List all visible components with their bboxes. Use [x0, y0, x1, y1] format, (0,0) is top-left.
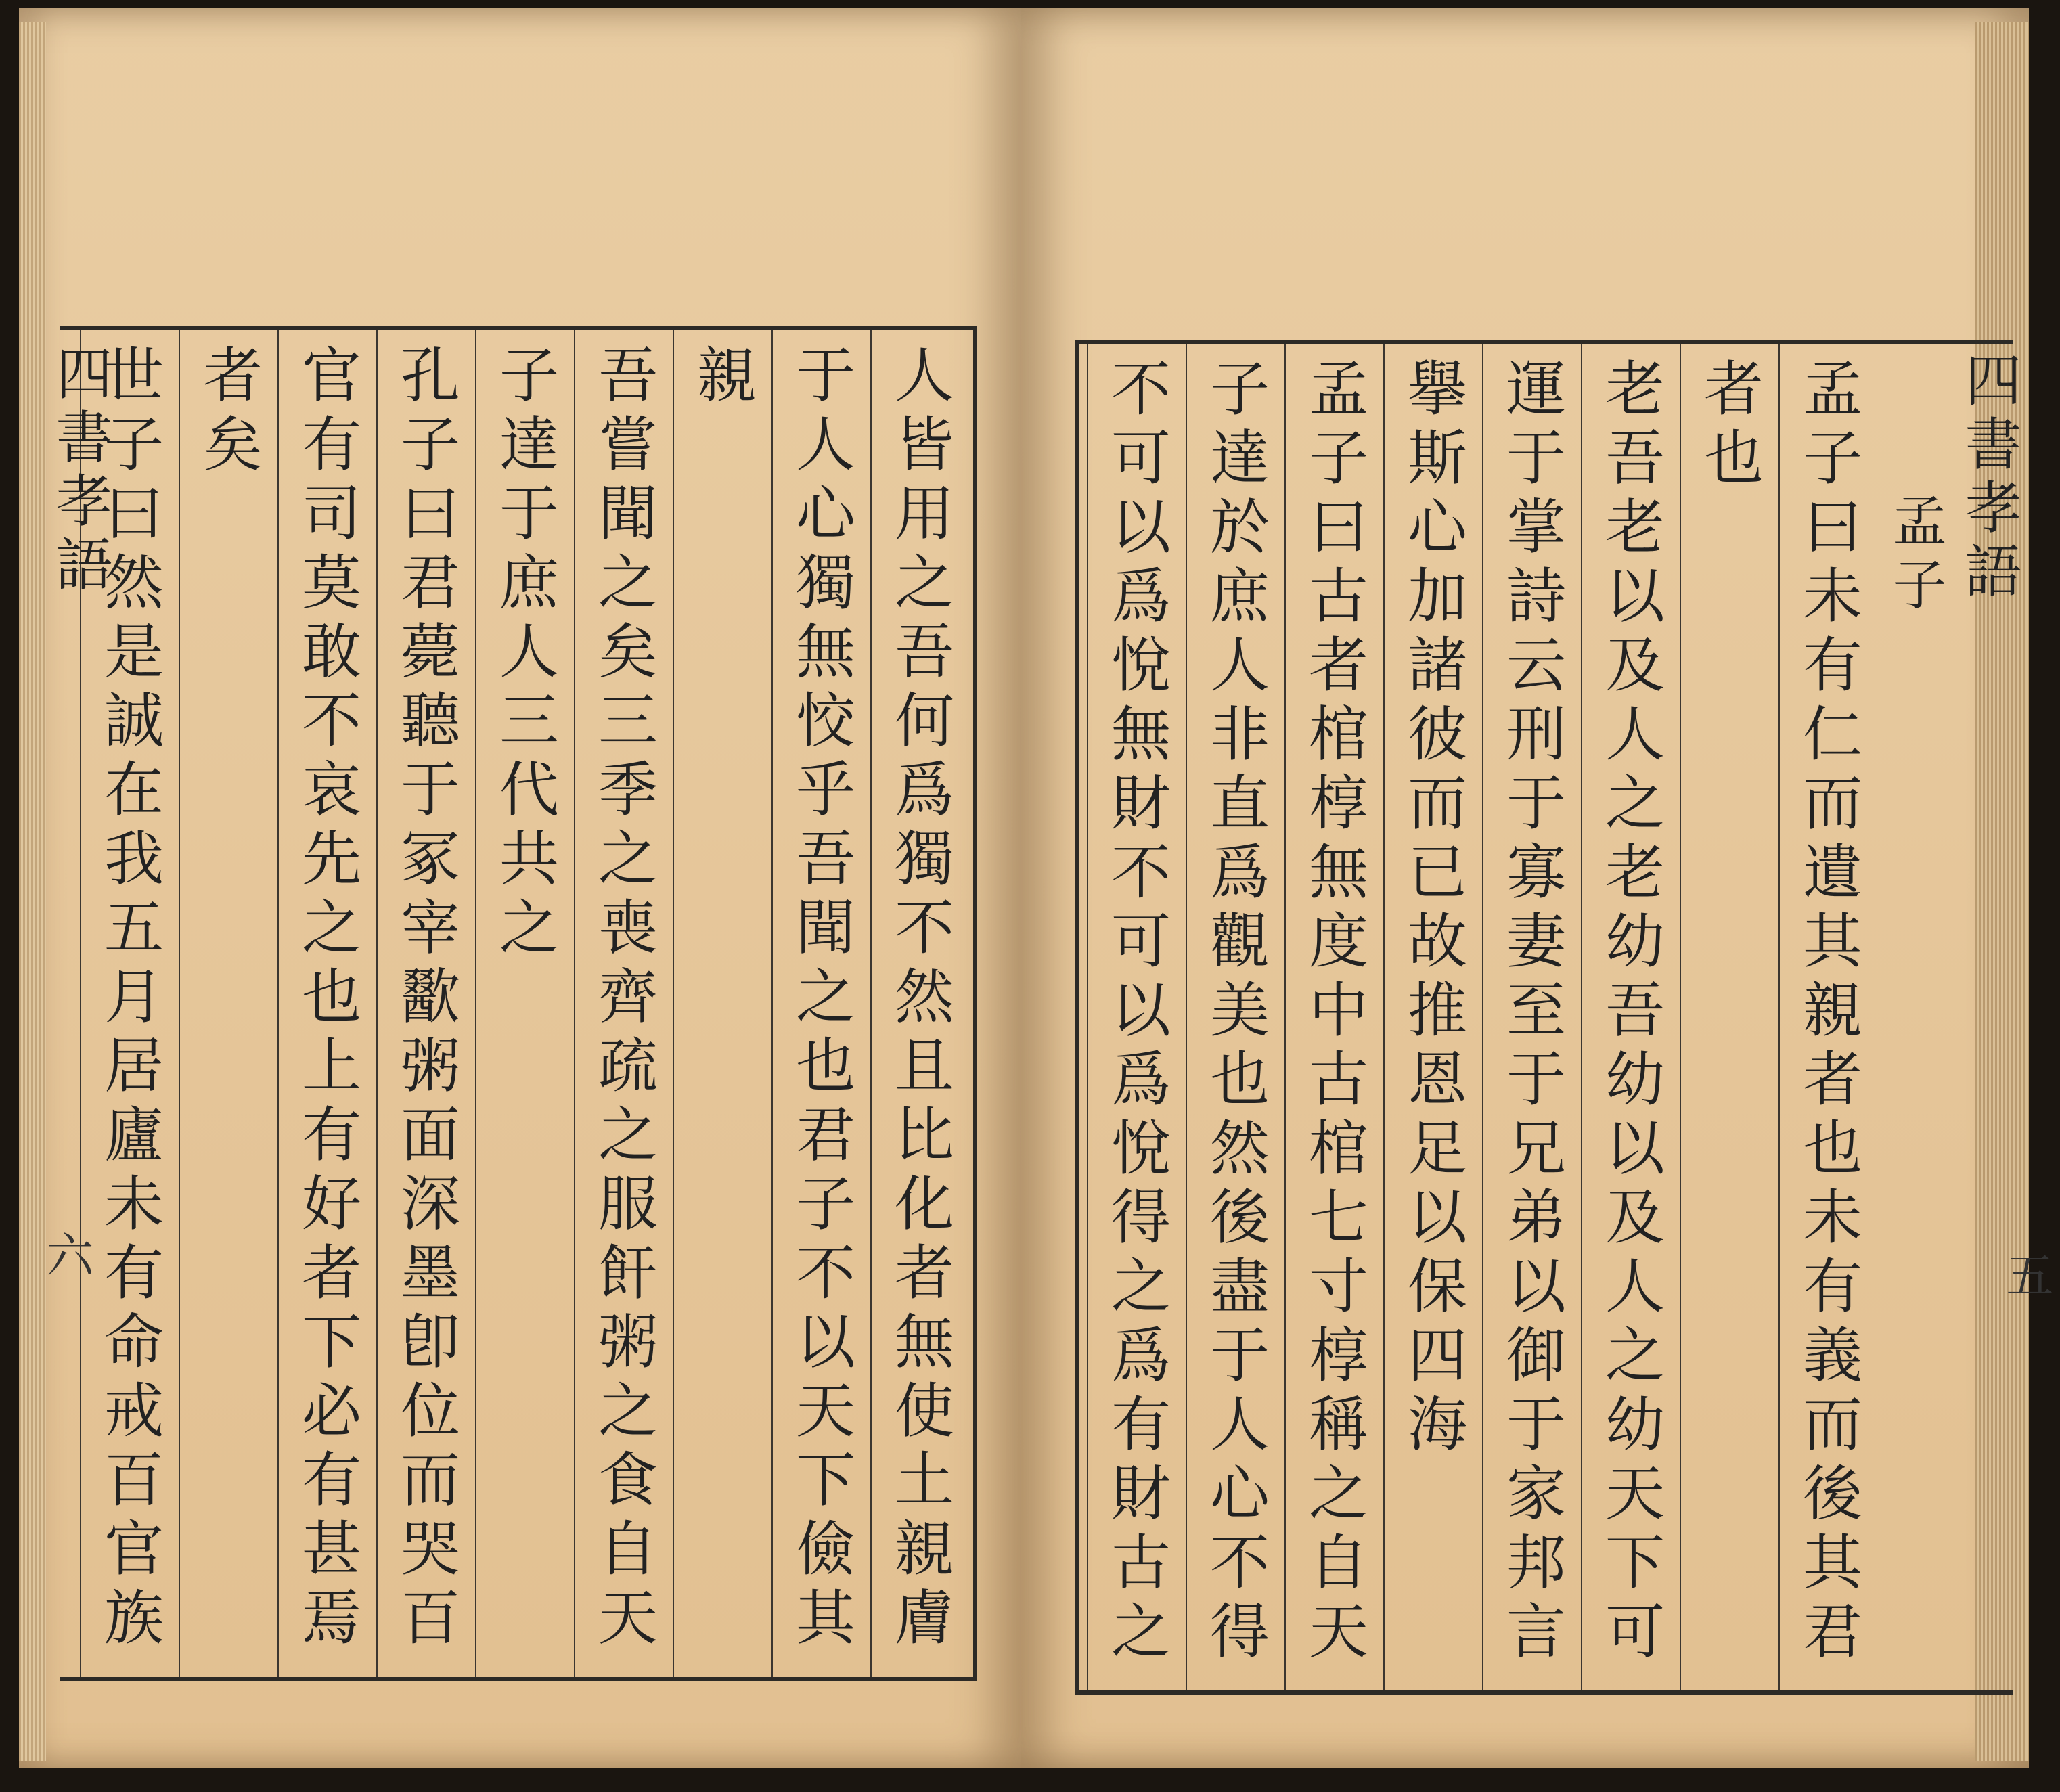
right-column-rule — [1680, 344, 1681, 1690]
left-column-text: 人皆用之吾何爲獨不然且比化者無使土親膚 — [885, 344, 955, 1655]
left-title-text: 四書孝語 — [47, 344, 113, 598]
left-column-rule — [179, 330, 180, 1677]
right-heading-column — [1877, 344, 1952, 1690]
right-folio: 五 — [1998, 1251, 2054, 1298]
left-column-rule — [475, 330, 476, 1677]
left-column-rule — [277, 330, 279, 1677]
left-column-text: 子達于庶人三代共之 — [490, 344, 560, 965]
left-column — [771, 330, 870, 1677]
right-column-text: 不可以爲悅無財不可以爲悅得之爲有財古之 — [1102, 357, 1171, 1669]
right-column-text: 子達於庶人非直爲觀美也然後盡于人心不得 — [1201, 357, 1270, 1669]
right-column-rule — [1186, 344, 1187, 1690]
left-column-rule — [870, 330, 872, 1677]
left-column-text: 者矣 — [194, 344, 263, 482]
left-folio: 六 — [39, 1230, 94, 1278]
right-column — [1087, 344, 1186, 1690]
right-column-text: 孟子曰未有仁而遺其親者也未有義而後其君 — [1793, 357, 1863, 1669]
right-column — [1581, 344, 1680, 1690]
right-column-rule — [1778, 344, 1780, 1690]
right-column-text: 孟子曰古者棺椁無度中古棺七寸椁稱之自天 — [1299, 357, 1369, 1669]
left-column-rule — [376, 330, 378, 1677]
left-page-frame — [39, 326, 977, 1681]
right-column-rule — [1482, 344, 1483, 1690]
right-column-rule — [1284, 344, 1286, 1690]
left-page-edge — [19, 22, 46, 1761]
left-column — [179, 330, 277, 1677]
open-book — [19, 8, 2054, 1781]
left-column-text: 于人心獨無恔乎吾聞之也君子不以天下儉其 — [786, 344, 856, 1655]
left-column-text: 親 — [688, 344, 757, 413]
left-column — [475, 330, 574, 1677]
right-column — [1186, 344, 1284, 1690]
left-column — [870, 330, 969, 1677]
right-column-rule — [1383, 344, 1385, 1690]
left-column-rule — [574, 330, 575, 1677]
left-column — [574, 330, 673, 1677]
right-column — [1680, 344, 1778, 1690]
left-page — [19, 8, 1021, 1768]
left-column-text: 吾嘗聞之矣三季之喪齊疏之服飦粥之食自天 — [589, 344, 658, 1655]
right-column — [1482, 344, 1581, 1690]
left-column-text: 官有司莫敢不哀先之也上有好者下必有甚焉 — [292, 344, 362, 1655]
left-column-rule — [673, 330, 674, 1677]
left-column — [277, 330, 376, 1677]
right-column-text: 運于掌詩云刑于寡妻至于兄弟以御于家邦言 — [1497, 357, 1567, 1669]
left-column-text: 世子曰然是誠在我五月居廬未有命戒百官族 — [95, 344, 164, 1655]
section-heading: 孟子 — [1883, 493, 1946, 620]
right-column-text: 擧斯心加諸彼而已故推恩足以保四海 — [1398, 357, 1468, 1462]
right-column-rule — [1581, 344, 1582, 1690]
right-page-frame — [1075, 340, 2054, 1695]
right-column — [1383, 344, 1482, 1690]
left-column-text: 孔子曰君薨聽于冢宰歠粥面深墨卽位而哭百 — [391, 344, 461, 1655]
right-column — [1778, 344, 1877, 1690]
right-column — [1284, 344, 1383, 1690]
left-column-rule — [771, 330, 773, 1677]
left-column — [673, 330, 771, 1677]
right-title-column — [1952, 344, 2026, 1690]
right-title-text: 四書孝語 — [1956, 351, 2022, 605]
right-column-text: 老吾老以及人之老幼吾幼以及人之幼天下可 — [1596, 357, 1665, 1669]
left-title-column — [46, 330, 114, 1677]
left-column — [376, 330, 475, 1677]
right-column-text: 者也 — [1695, 357, 1764, 495]
right-column-rule — [1087, 344, 1088, 1690]
